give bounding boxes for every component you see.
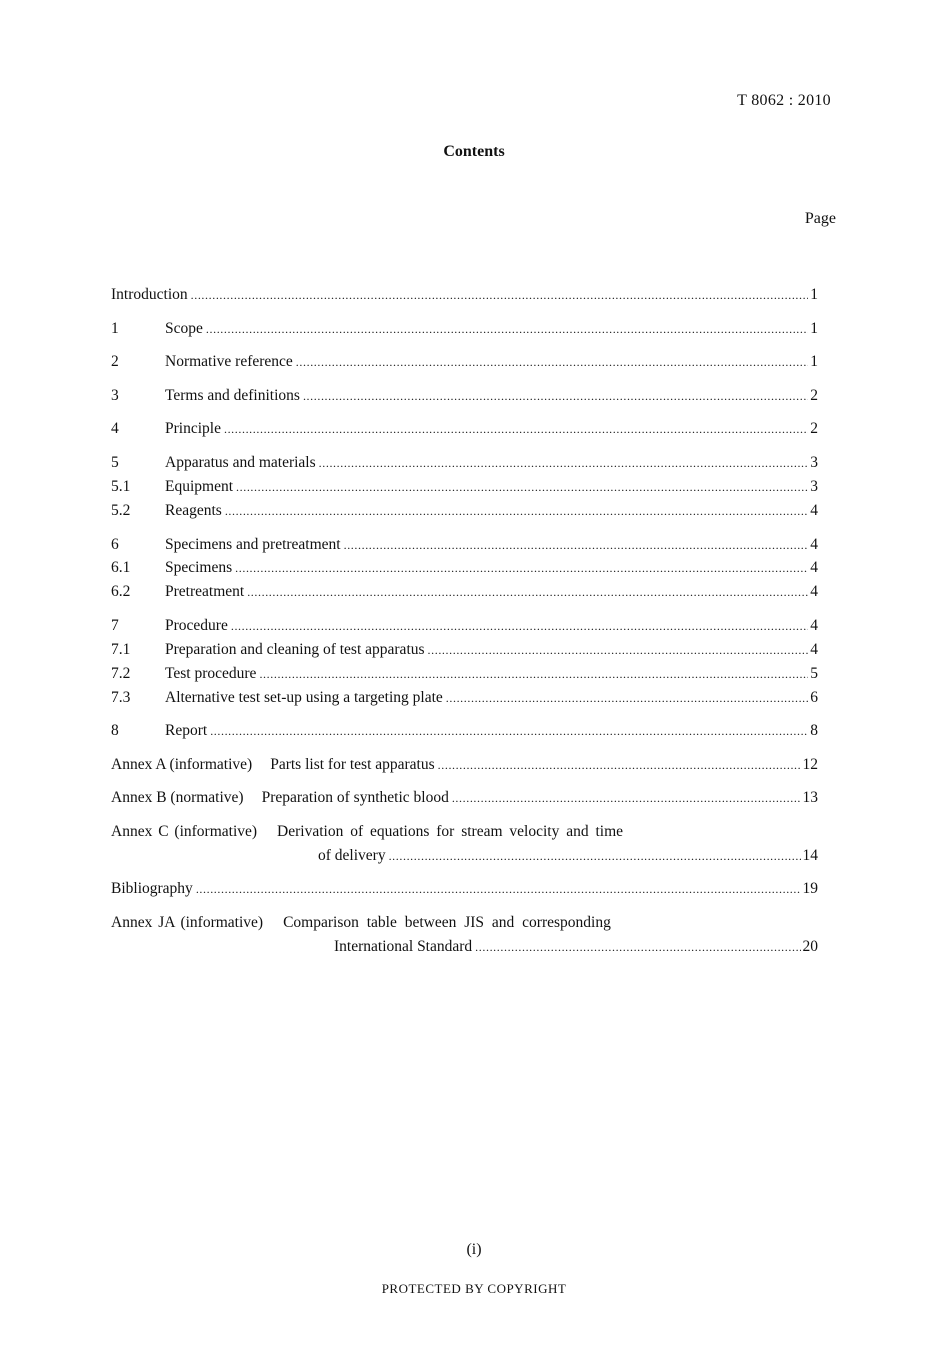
toc-entry-number: 5.1 [111,478,131,495]
toc-entry-page: 3 [810,478,818,495]
annex-ja-first-line [111,913,766,933]
toc-entry-title: Apparatus and materials [165,454,316,471]
toc-entry-page: 20 [802,938,818,955]
toc-entry-number: 2 [111,353,119,370]
leader-dots [206,319,808,339]
toc-entry-number: 6.2 [111,583,131,600]
toc-entry-page: 12 [802,756,818,773]
annex-label: Annex B (normative) [111,789,244,806]
toc-entry-page: 1 [810,286,818,303]
toc-entry-title-continued: of delivery [318,847,386,864]
leader-dots [259,664,808,684]
toc-entry-bibliography[interactable] [111,879,818,899]
toc-entry-annex-b[interactable] [111,788,818,808]
leader-dots [231,616,808,636]
leader-dots [438,755,801,775]
toc-entry[interactable] [111,319,818,339]
leader-dots [344,535,808,555]
toc-entry-number: 8 [111,722,119,739]
toc-entry-page: 8 [810,722,818,739]
toc-entry-number: 4 [111,420,119,437]
leader-dots [428,640,808,660]
toc-entry-title: Procedure [165,617,228,634]
toc-entry[interactable] [111,721,818,741]
toc-entry-annex-a[interactable] [111,755,818,775]
toc-entry-title: Report [165,722,208,739]
leader-dots [319,453,808,473]
toc-entry-number: 3 [111,387,119,404]
toc-entry-page: 2 [810,420,818,437]
leader-dots [446,688,808,708]
toc-entry[interactable] [111,419,818,439]
toc-entry[interactable] [111,453,818,473]
toc-entry[interactable] [111,640,818,660]
toc-entry-number: 7.2 [111,665,131,682]
leader-dots [210,721,808,741]
toc-entry-number: 1 [111,320,119,337]
toc-entry-title: Normative reference [165,353,293,370]
toc-entry-number: 7 [111,617,119,634]
toc-entry-title: Specimens and pretreatment [165,536,341,553]
leader-dots [303,386,808,406]
page-column-label: Page [804,210,836,227]
footer-copyright: PROTECTED BY COPYRIGHT [381,1281,567,1296]
toc-entry-number: 5.2 [111,502,131,519]
toc-entry-page: 5 [810,665,818,682]
annex-c-first-line [111,822,766,842]
annex-label: Annex A (informative) [111,756,253,773]
toc-entry-number: 7.1 [111,641,131,658]
toc-entry[interactable] [111,664,818,684]
toc-entry-page: 6 [810,689,818,706]
toc-entry-page: 4 [810,536,818,553]
leader-dots [191,285,808,305]
toc-entry-page: 3 [810,454,818,471]
toc-entry-page: 2 [810,387,818,404]
toc-entry-number: 6.1 [111,559,131,576]
toc-entry[interactable] [111,535,818,555]
toc-entry-page: 4 [810,617,818,634]
leader-dots [296,352,808,372]
leader-dots [224,419,808,439]
leader-dots [236,477,808,497]
leader-dots [247,582,808,602]
toc-entry-page: 4 [810,502,818,519]
toc-entry-page: 4 [810,559,818,576]
toc-entry-number: 5 [111,454,119,471]
toc-entry-title: Preparation and cleaning of test apparatus [165,641,425,658]
toc-entry-page: 19 [802,880,818,897]
leader-dots [475,937,800,957]
toc-entry-title: Introduction [111,286,188,303]
toc-entry-page: 13 [802,789,818,806]
toc-entry-title-continued: International Standard [334,938,473,955]
contents-title: Contents [443,143,505,160]
toc-entry-title: Scope [165,320,203,337]
toc-entry-title: Bibliography [111,880,193,897]
annex-ja-second-line [334,937,818,957]
leader-dots [225,501,808,521]
toc-entry-title: Specimens [165,559,233,576]
toc-entry-number: 6 [111,536,119,553]
leader-dots [389,846,801,866]
toc-entry-page: 4 [810,641,818,658]
footer-page-number: (i) [466,1241,482,1258]
toc-entry-page: 1 [810,320,818,337]
toc-entry-title: Equipment [165,478,234,495]
toc-entry[interactable] [111,501,818,521]
toc-entry-page: 4 [810,583,818,600]
toc-entry-title: Test procedure [165,665,257,682]
toc-entry[interactable] [111,477,818,497]
toc-entry-number: 7.3 [111,689,131,706]
toc-entry-page: 14 [802,847,818,864]
document-number: T 8062 : 2010 [737,92,831,109]
toc-entry-title: Pretreatment [165,583,245,600]
annex-label: Annex C (informative) [111,823,258,840]
leader-dots [196,879,801,899]
annex-label: Annex JA (informative) [111,914,264,931]
toc-entry[interactable] [111,582,818,602]
toc-entry-title: Parts list for test apparatus [270,756,435,773]
toc-entry-title: Derivation of equations for stream velocity and time [277,823,624,840]
leader-dots [235,558,808,578]
annex-c-second-line [318,846,818,866]
toc-entry-introduction[interactable] [111,285,818,305]
leader-dots [452,788,801,808]
toc-entry[interactable] [111,558,818,578]
toc-entry[interactable] [111,352,818,372]
toc-entry-title: Preparation of synthetic blood [261,789,449,806]
toc-entry-title: Principle [165,420,221,437]
toc-entry-title: Terms and definitions [165,387,300,404]
toc-entry[interactable] [111,616,818,636]
toc-entry-page: 1 [810,353,818,370]
toc-entry[interactable] [111,688,818,708]
toc-entry-title: Comparison table between JIS and corresponding [283,914,611,931]
toc-entry-title: Reagents [165,502,222,519]
toc-entry-title: Alternative test set-up using a targeting plate [165,689,443,706]
toc-entry[interactable] [111,386,818,406]
